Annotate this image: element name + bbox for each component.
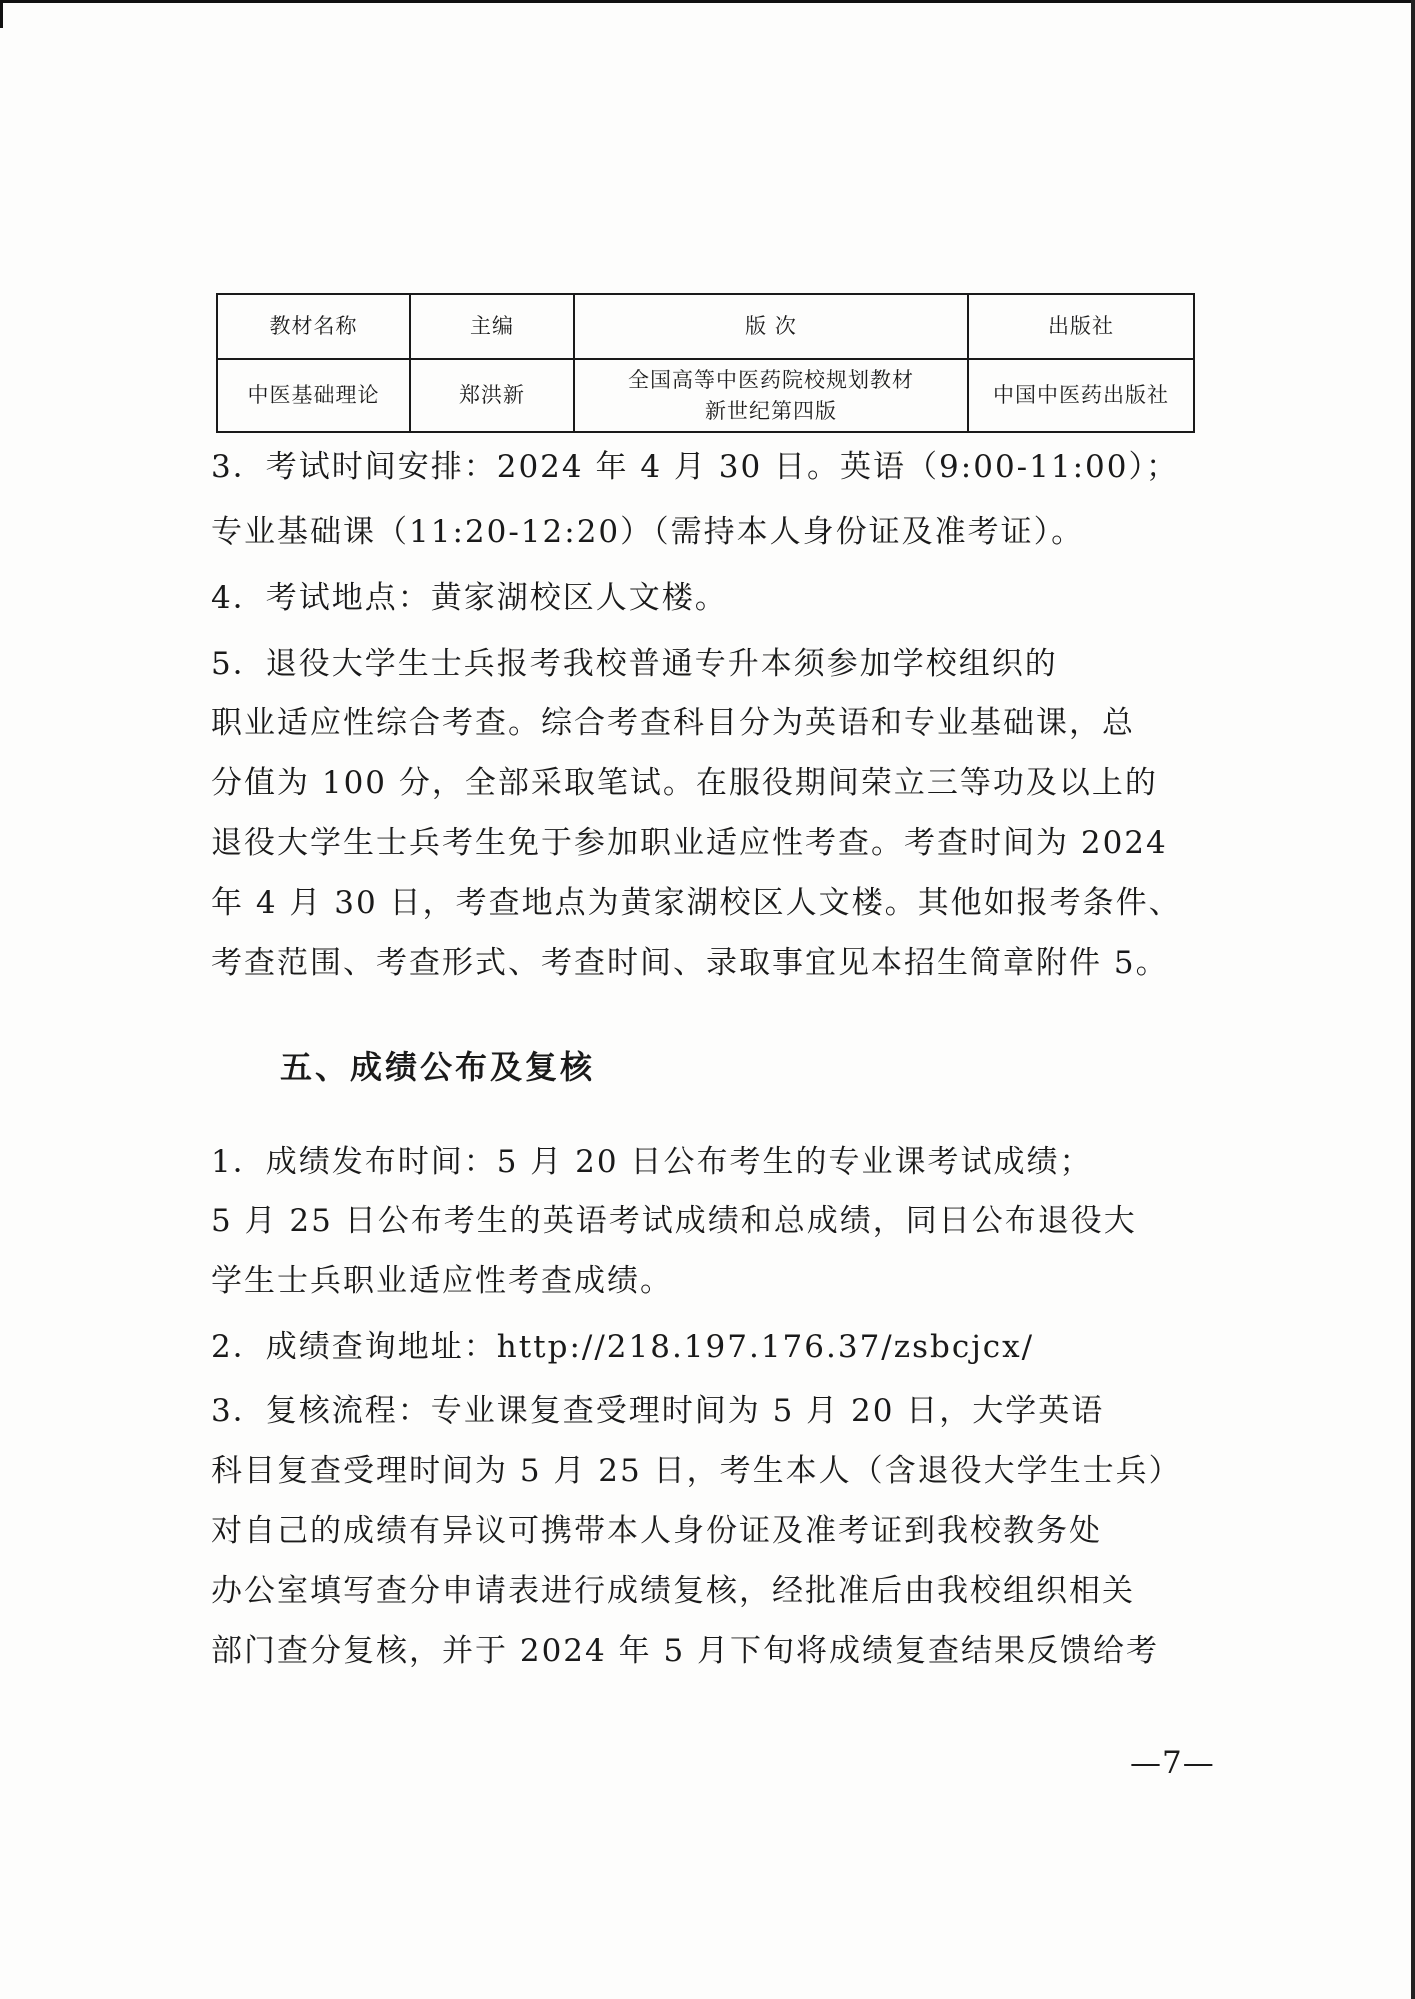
table-header-cell: 主编 [410,294,574,359]
scan-edge-left [0,0,3,28]
text-line: 分值为 100 分，全部采取笔试。在服役期间荣立三等功及以上的 [211,765,1158,801]
table-cell-edition [574,359,968,432]
exam-time-line: 3．考试时间安排：2024 年 4 月 30 日。英语（9:00-11:00）； [211,449,1179,485]
table-header-cell: 出版社 [968,294,1194,359]
scan-edge-right [1411,0,1415,1999]
table-row [217,359,1194,432]
text-line: 5．退役大学生士兵报考我校普通专升本须参加学校组织的 [211,646,1058,682]
table-header-cell: 版 次 [574,294,968,359]
scan-edge-top [0,0,1415,3]
table-header-cell: 教材名称 [217,294,410,359]
query-address-line: 2．成绩查询地址：http://218.197.176.37/zsbcjcx/ [211,1329,1035,1365]
textbook-table [216,293,1195,433]
text-line: 科目复查受理时间为 5 月 25 日，考生本人（含退役大学生士兵） [211,1453,1182,1489]
exam-location: 4．考试地点：黄家湖校区人文楼。 [211,580,728,616]
exam-time-line: 专业基础课（11:20-12:20）（需持本人身份证及准考证）。 [211,514,1085,550]
text-line: 职业适应性综合考查。综合考查科目分为英语和专业基础课，总 [211,705,1135,741]
section-heading: 五、成绩公布及复核 [280,1048,596,1086]
text-line: 年 4 月 30 日，考查地点为黄家湖校区人文楼。其他如报考条件、 [211,885,1182,921]
table-header-row [217,294,1194,359]
text-line: 对自己的成绩有异议可携带本人身份证及准考证到我校教务处 [211,1513,1102,1549]
text-line: 1．成绩发布时间：5 月 20 日公布考生的专业课考试成绩； [211,1144,1093,1180]
table-cell-publisher: 中国中医药出版社 [968,359,1194,432]
table-cell-name: 中医基础理论 [217,359,410,432]
text-line: 学生士兵职业适应性考查成绩。 [211,1263,673,1299]
edition-line: 新世纪第四版 [705,398,837,423]
text-line: 考查范围、考查形式、考查时间、录取事宜见本招生简章附件 5。 [211,945,1169,981]
page-number: —7— [1130,1745,1215,1781]
text-line: 5 月 25 日公布考生的英语考试成绩和总成绩，同日公布退役大 [211,1203,1137,1239]
text-line: 退役大学生士兵考生免于参加职业适应性考查。考查时间为 2024 [211,825,1168,861]
text-line: 3．复核流程：专业课复查受理时间为 5 月 20 日，大学英语 [211,1393,1105,1429]
text-line: 办公室填写查分申请表进行成绩复核，经批准后由我校组织相关 [211,1573,1135,1609]
text-line: 部门查分复核，并于 2024 年 5 月下旬将成绩复查结果反馈给考 [211,1633,1160,1669]
table-cell-editor: 郑洪新 [410,359,574,432]
edition-line: 全国高等中医药院校规划教材 [628,367,914,392]
